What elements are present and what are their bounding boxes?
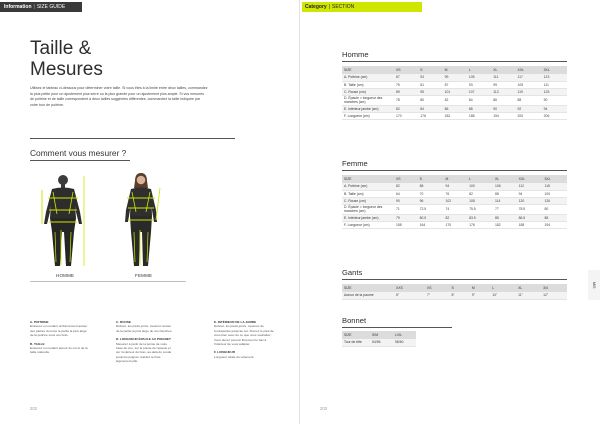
row-label: B. Taille (cm) <box>342 190 394 197</box>
table-row <box>342 215 567 222</box>
table-cell: 100 <box>542 190 567 197</box>
title-line-1: Taille & <box>30 38 92 59</box>
table-row <box>342 339 416 346</box>
table-row <box>342 197 567 204</box>
man-figure-illustration <box>38 172 88 270</box>
header-size-label: SIZE <box>342 284 394 292</box>
header-size-3/4: 3/4 <box>541 284 567 292</box>
note-heading: E. INTÉRIEUR DE LA JAMBE <box>214 320 257 324</box>
header-size-label: SIZE <box>342 66 394 74</box>
table-header-row <box>342 66 567 74</box>
table-cell: 188 <box>467 113 491 120</box>
table-cell: 170 <box>394 113 418 120</box>
table-cell: 105 <box>467 74 491 81</box>
table-cell: 12" <box>541 292 567 299</box>
row-label: A. Poitrine (cm) <box>342 183 394 190</box>
note-text: Debout, les pieds joints, mesurez de l'entrejambe jusqu'au sol. Prenez le pied de vous bien avec de ce que vous souhaitez. Vous devez pouvoir librement le bas à l'intérieur de vous adapter. <box>214 324 274 347</box>
table-cell: 176 <box>418 113 442 120</box>
header-size-m: M <box>443 66 467 74</box>
intro-paragraph: Utilisez le tableau ci-dessous pour déterminer votre taille. Si vous êtes à la limite entre deux tailles, commandez la plus petite pour un ajustement plus serré ou la plus grande pour un ajustement plus ample. Si vos mesures de poitrine et de taille correspondent à deux tailles suggérées différentes, commandez la taille indiquée par votre tour de poitrine. <box>30 86 208 107</box>
table-cell: 82 <box>443 96 467 106</box>
man-figure-label: HOMME <box>56 273 75 278</box>
header-size-s: S <box>450 284 470 292</box>
table-cell: 88 <box>542 215 567 222</box>
table-cell: 93 <box>467 81 491 88</box>
section-rule-bonnet <box>342 327 452 328</box>
notes-column-2 <box>116 320 174 368</box>
table-cell: 86.5 <box>517 215 543 222</box>
table-cell: 75 <box>394 81 418 88</box>
table-cell: 6" <box>394 292 425 299</box>
table-cell: 88 <box>493 190 517 197</box>
table-cell: 87 <box>394 74 418 81</box>
table-cell: 77 <box>493 205 517 215</box>
table-cell: 7" <box>425 292 450 299</box>
header-size-s/m: S/M <box>370 331 393 339</box>
table-cell: 99 <box>491 81 515 88</box>
table-cell: 95 <box>418 88 442 95</box>
table-cell: 112 <box>517 183 543 190</box>
tab-right-sep: | <box>328 4 330 10</box>
table-cell: 90 <box>491 106 515 113</box>
header-size-xl: XL <box>491 66 515 74</box>
table-cell: 88 <box>467 106 491 113</box>
table-cell: 10" <box>490 292 516 299</box>
table-cell: 80 <box>542 205 567 215</box>
table-row <box>342 190 567 197</box>
table-cell: 108 <box>467 197 493 204</box>
tab-left-bold: Information <box>4 4 32 10</box>
table-cell: 107 <box>467 88 491 95</box>
table-cell: 182 <box>493 222 517 229</box>
table-cell: 84 <box>418 106 442 113</box>
section-title-gants: Gants <box>342 268 363 277</box>
table-cell: 118 <box>542 183 567 190</box>
header-size-xxl: XXL <box>515 66 541 74</box>
table-cell: 102 <box>443 197 467 204</box>
header-size-s: S <box>418 66 442 74</box>
table-cell: 94 <box>443 183 467 190</box>
header-size-l: L <box>490 284 516 292</box>
table-cell: 79 <box>394 215 418 222</box>
row-label: F. Longueur (cm) <box>342 222 394 229</box>
note-text: Entourez en mettant autour du col et de la taille naturelle. <box>30 346 88 355</box>
header-size-3xl: 3XL <box>542 175 567 183</box>
table-cell: 119 <box>515 88 541 95</box>
table-cell: 82 <box>394 106 418 113</box>
note-heading: B. TAILLE <box>30 341 45 346</box>
row-label: E. Intérieur jambe (cm) <box>342 106 394 113</box>
table-cell: 120 <box>517 197 543 204</box>
table-cell: 11" <box>516 292 541 299</box>
table-cell: 114 <box>493 197 517 204</box>
table-row <box>342 183 567 190</box>
table-cell: 125 <box>542 88 567 95</box>
table-cell: 158 <box>394 222 418 229</box>
row-label: C. Rouse (cm) <box>342 197 394 204</box>
table-cell: 78 <box>394 96 418 106</box>
header-size-xs: XS <box>394 175 418 183</box>
table-cell: 94 <box>542 106 567 113</box>
table-row <box>342 88 567 95</box>
table-cell: 80 <box>418 96 442 106</box>
tab-right-bold: Category <box>305 4 327 10</box>
table-cell: 126 <box>542 197 567 204</box>
table-header-row <box>342 331 416 339</box>
table-cell: 170 <box>443 222 467 229</box>
section-tab-left[interactable] <box>0 2 82 12</box>
table-cell: 105 <box>515 81 541 88</box>
note-heading: F. LONGUEUR <box>214 350 235 355</box>
section-tab-right[interactable] <box>302 2 422 12</box>
table-cell: 8" <box>450 292 470 299</box>
table-cell: 93 <box>418 74 442 81</box>
table-cell: 90 <box>542 96 567 106</box>
size-table-bonnet <box>342 331 416 347</box>
header-size-s: S <box>418 175 444 183</box>
row-label: A. Poitrine (cm) <box>342 74 394 81</box>
table-cell: 71 <box>394 205 418 215</box>
note-heading: D. LONGUEUR ÉPAULE AU POIGNET <box>116 337 171 342</box>
side-tab-code: MIS <box>588 270 600 300</box>
table-cell: 89 <box>394 88 418 95</box>
table-cell: 111 <box>491 74 515 81</box>
table-cell: 72.5 <box>418 205 444 215</box>
table-cell: 88 <box>515 96 541 106</box>
table-cell: 164 <box>418 222 444 229</box>
table-cell: 64 <box>394 190 418 197</box>
table-cell: 188 <box>517 222 543 229</box>
header-size-m: M <box>443 175 467 183</box>
page-number-right: 203 <box>320 406 327 411</box>
table-row <box>342 96 567 106</box>
table-cell: 206 <box>542 113 567 120</box>
table-cell: 92 <box>515 106 541 113</box>
table-cell: 76 <box>443 190 467 197</box>
page-title <box>30 38 150 80</box>
notes-column-1 <box>30 320 88 359</box>
header-size-label: SIZE <box>342 175 394 183</box>
section-rule-gants <box>342 279 567 280</box>
row-label: Tour de tête <box>342 339 370 346</box>
table-cell: 176 <box>467 222 493 229</box>
how-to-measure-heading: Comment vous mesurer ? <box>30 148 127 158</box>
header-size-xxl: XXL <box>517 175 543 183</box>
row-label: E. Intérieur jambe (cm) <box>342 215 394 222</box>
header-size-3xl: 3XL <box>542 66 567 74</box>
figure-divider <box>30 281 186 282</box>
table-cell: 100 <box>467 183 493 190</box>
table-row <box>342 106 567 113</box>
header-size-l/xl: L/XL <box>393 331 416 339</box>
table-row <box>342 222 567 229</box>
section-title-homme: Homme <box>342 50 369 59</box>
table-cell: 80.5 <box>418 215 444 222</box>
header-size-l: L <box>467 66 491 74</box>
table-header-row <box>342 175 567 183</box>
table-cell: 82 <box>467 190 493 197</box>
row-label: D. Épaule > longueur des manches (cm) <box>342 205 394 215</box>
tab-left-rest: SIZE GUIDE <box>36 4 66 10</box>
table-cell: 194 <box>542 222 567 229</box>
section-rule-femme <box>342 170 567 171</box>
table-cell: 78.5 <box>517 205 543 215</box>
woman-figure-label: FEMME <box>135 273 153 278</box>
tab-right-rest: SECTION <box>332 4 355 10</box>
row-label: B. Taille (cm) <box>342 81 394 88</box>
row-label: F. Longueur (cm) <box>342 113 394 120</box>
table-cell: 113 <box>491 88 515 95</box>
tab-left-sep: | <box>33 4 35 10</box>
header-size-xxs: XXS <box>394 284 425 292</box>
note-text: Debout, les pieds joints, mesurez autour de la partie la plus large de vos hanches. <box>116 324 173 333</box>
table-cell: 90 <box>394 197 418 204</box>
table-cell: 70 <box>418 190 444 197</box>
header-size-xs: XS <box>394 66 418 74</box>
table-cell: 9" <box>470 292 490 299</box>
table-cell: 200 <box>515 113 541 120</box>
table-cell: 82 <box>443 215 467 222</box>
table-cell: 82 <box>394 183 418 190</box>
table-cell: 75.5 <box>467 205 493 215</box>
row-label: D. Épaule > longueur des manches (cm) <box>342 96 394 106</box>
table-cell: 58/60 <box>393 339 416 346</box>
table-row <box>342 81 567 88</box>
section-divider <box>30 138 235 139</box>
table-cell: 182 <box>443 113 467 120</box>
woman-figure-illustration <box>116 172 166 270</box>
table-cell: 81 <box>418 81 442 88</box>
table-cell: 85 <box>493 215 517 222</box>
page-number-left: 202 <box>30 406 37 411</box>
table-cell: 106 <box>493 183 517 190</box>
notes-column-3 <box>214 320 276 363</box>
table-cell: 84 <box>467 96 491 106</box>
section-rule-homme <box>342 61 567 62</box>
table-cell: 86 <box>491 96 515 106</box>
section-title-femme: Femme <box>342 159 368 168</box>
note-heading: C. ROUSE <box>116 320 131 324</box>
header-size-xl: XL <box>493 175 517 183</box>
row-label: Autour de la paume <box>342 292 394 299</box>
table-cell: 74 <box>443 205 467 215</box>
header-size-xs: XS <box>425 284 450 292</box>
howto-underline <box>30 160 130 161</box>
table-cell: 86 <box>443 106 467 113</box>
section-title-bonnet: Bonnet <box>342 316 367 325</box>
note-text: Longueur totale du vêtement. <box>214 354 255 359</box>
note-text: Mesurez à partir de la pointe de votre base du cou, sur la pointe de l'épaule et sur l'extérieur du bras, au-delà du coude jusqu'au poignet. Gardez le bras légèrement plié. <box>116 341 172 364</box>
table-cell: 194 <box>491 113 515 120</box>
page-spine <box>299 0 300 424</box>
table-cell: 111 <box>542 81 567 88</box>
row-label: C. Rouse (cm) <box>342 88 394 95</box>
table-cell: 83.5 <box>467 215 493 222</box>
table-row <box>342 74 567 81</box>
table-cell: 88 <box>418 183 444 190</box>
header-size-m: M <box>470 284 490 292</box>
table-cell: 123 <box>542 74 567 81</box>
size-table-gants <box>342 284 567 300</box>
header-size-l: L <box>467 175 493 183</box>
table-cell: 96 <box>418 197 444 204</box>
table-cell: 117 <box>515 74 541 81</box>
table-cell: 94 <box>517 190 543 197</box>
header-size-xl: XL <box>516 284 541 292</box>
size-table-femme <box>342 175 567 229</box>
header-size-label: SIZE <box>342 331 370 339</box>
table-cell: 99 <box>443 74 467 81</box>
table-row <box>342 292 567 299</box>
table-cell: 54/56 <box>370 339 393 346</box>
table-row <box>342 113 567 120</box>
table-cell: 87 <box>443 81 467 88</box>
note-heading: A. POITRINE <box>30 320 49 324</box>
table-header-row <box>342 284 567 292</box>
table-row <box>342 205 567 215</box>
title-line-2: Mesures <box>30 59 103 80</box>
size-table-homme <box>342 66 567 120</box>
note-text: Entourez en mettant uniformément autour des parties du torse la partie la plus large de la poitrine sous vos bras. <box>30 324 88 338</box>
table-cell: 101 <box>443 88 467 95</box>
